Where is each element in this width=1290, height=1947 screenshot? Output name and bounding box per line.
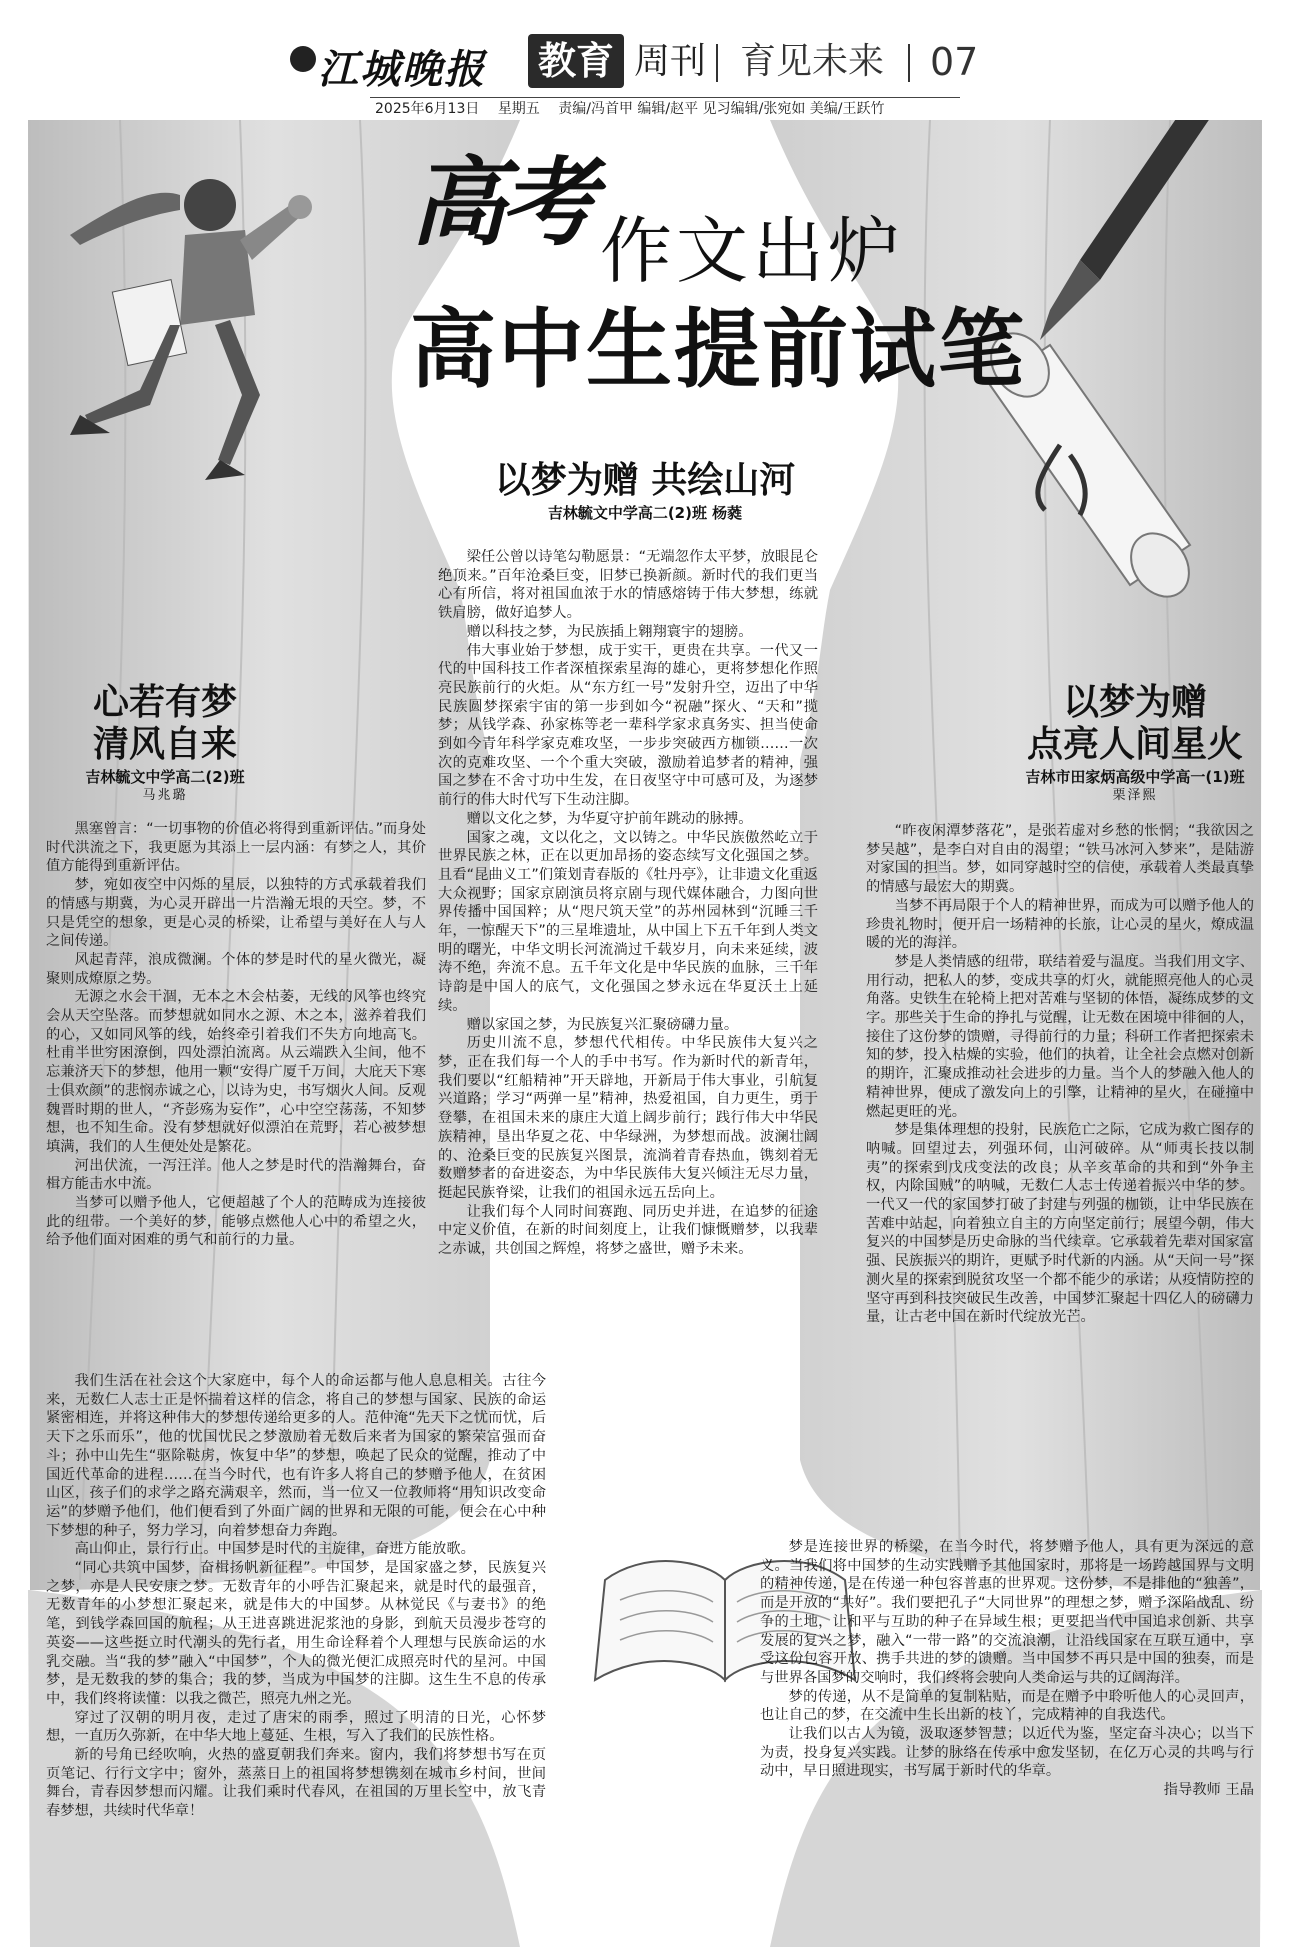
right-article-title-line2: 点亮人间星火 xyxy=(1026,724,1243,765)
right-article-title-line1: 以梦为赠 xyxy=(1062,682,1207,723)
newspaper-brand: 江城晚报 xyxy=(318,46,486,93)
paragraph: 河出伏流，一泻汪洋。他人之梦是时代的浩瀚舞台，奋楫方能击水中流。 xyxy=(46,1157,426,1193)
paragraph: 新的号角已经吹响，火热的盛夏朝我们奔来。窗内，我们将梦想书写在页页笔记、行行文字中；窗外，蒸蒸日上的祖国将梦想镌刻在城市乡村间，世间舞台，青春因梦想而闪耀。让我们乘时代春风，在祖国的万里长空中，放飞青春梦想，共续时代华章！ xyxy=(46,1747,546,1820)
left-article-title-line2: 清风自来 xyxy=(92,724,237,765)
teacher-credit: 指导教师 王晶 xyxy=(1163,1782,1254,1799)
left-article-body-lower xyxy=(46,1372,546,1821)
left-article-school: 吉林毓文中学高二(2)班 xyxy=(85,768,245,786)
paragraph: 当梦不再局限于个人的精神世界，而成为可以赠予他人的珍贵礼物时，便开启一场精神的长旅，让心灵的星火，燎成温暖的光的海洋。 xyxy=(866,897,1254,952)
paragraph: 让我们以古人为镜，汲取逐梦智慧；以近代为鉴，坚定奋斗决心；以当下为责，投身复兴实践。让梦的脉络在传承中愈发坚韧，在亿万心灵的共鸣与行动中，早日照进现实，书写属于新时代的华章。 xyxy=(760,1726,1254,1780)
header-rule xyxy=(370,97,960,98)
divider xyxy=(716,44,718,82)
center-article-byline: 吉林毓文中学高二(2)班 杨蕤 xyxy=(547,504,743,522)
paragraph: 高山仰止，景行行止。中国梦是时代的主旋律，奋进方能放歌。 xyxy=(74,1541,475,1558)
paragraph: 梦，宛如夜空中闪烁的星辰，以独特的方式承载着我们的情感与期冀，为心灵开辟出一片浩瀚无垠的天空。梦，不只是凭空的想象，更是心灵的桥梁，让希望与美好在人与人之间传递。 xyxy=(46,877,426,950)
paragraph: 历史川流不息，梦想代代相传。中华民族伟大复兴之梦，正在我们每一个人的手中书写。作为新时代的新青年，我们要以“红船精神”开天辟地，开新局于伟大事业，引航复兴道路；学习“两弹一星”精神，热爱祖国，自力更生，勇于登攀，在祖国未来的康庄大道上阔步前行；践行伟大中华民族精神，垦出华夏之花、中华绿洲，为梦想而战。波澜壮阔的、沧桑巨变的民族复兴图景，流淌着青春热血，镌刻着无数赠梦者的奋进姿态，为中华民族伟大复兴倾注无尽力量，挺起民族脊梁，让我们的祖国永远五岳向上。 xyxy=(438,1035,818,1201)
divider xyxy=(908,44,910,82)
paragraph: 赠以家国之梦，为民族复兴汇聚磅礴力量。 xyxy=(466,1016,739,1033)
left-article-body xyxy=(46,820,426,1250)
left-article-author: 马兆璐 xyxy=(142,788,188,803)
center-article-body xyxy=(438,548,818,1259)
paragraph: 黑塞曾言：“一切事物的价值必将得到重新评估。”而身处时代洪流之下，我更愿为其添上一层内涵：有梦之人，其价值方能得到重新评估。 xyxy=(46,821,426,875)
newspaper-logo-icon xyxy=(290,46,316,72)
paragraph: “同心共筑中国梦，奋楫扬帆新征程”。中国梦，是国家盛之梦，民族复兴之梦，亦是人民安康之梦。无数青年的小呼告汇聚起来，就是时代的最强音，无数青年的小梦想汇聚起来，就是伟大的中国梦。从林觉民《与妻书》的绝笔，到钱学森回国的航程；从王进喜跳进泥浆池的身影，到航天员漫步苍穹的英姿——这些挺立时代潮头的先行者，用生命诠释着个人理想与民族命运的水乳交融。当“我的梦”融入“中国梦”，个人的微光便汇成照亮时代的星河。中国梦，是无数我的梦的集合；我的梦，当成为中国梦的注脚。这生生不息的传承中，我们终将读懂：以我之微芒，照亮九州之光。 xyxy=(46,1560,546,1707)
paragraph: 无源之水会干涸，无本之木会枯萎，无线的风筝也终究会从天空坠落。而梦想就如同水之源、木之本，滋养着我们的心，又如同风筝的线，始终牵引着我们不失方向地高飞。杜甫半世穷困潦倒，四处漂泊流离。从云端跌入尘间，他不忘兼济天下的梦想，他用一颗“安得广厦千万间，大庇天下寒士俱欢颜”的悲悯赤诚之心，以诗为史，书写烟火人间。反观魏晋时期的世人，“齐彭殇为妄作”，心中空空荡荡，不知梦想，也不知生命。没有梦想就好似漂泊在荒野，若心被梦想填满，我们的人生便处处是繁花。 xyxy=(46,989,426,1155)
dateline xyxy=(375,100,898,118)
masthead xyxy=(0,0,1290,120)
editor-credits: 责编/冯首甲 编辑/赵平 见习编辑/张宛如 美编/王跃竹 xyxy=(558,101,885,117)
paragraph: 梦是集体理想的投射，民族危亡之际，它成为救亡图存的呐喊。回望过去，列强环伺，山河破碎。从“师夷长技以制夷”的探索到戊戌变法的改良；从辛亥革命的共和到“外争主权，内除国贼”的呐喊，无数仁人志士传递着振兴中华的梦。一代又一代的家国梦打破了封建与列强的枷锁，让中华民族在苦难中站起，向着独立自主的方向坚定前行；展望今朝，伟大复兴的中国梦是历史命脉的当代续章。它承载着先辈对国家富强、民族振兴的期许，更赋予时代新的内涵。从“天问一号”探测火星的探索到脱贫攻坚一个都不能少的承诺；从疫情防控的坚守再到科技突破民生改善，中国梦汇聚起十四亿人的磅礴力量，让古老中国在新时代绽放光芒。 xyxy=(866,1122,1254,1326)
paragraph: 国家之魂，文以化之，文以铸之。中华民族傲然屹立于世界民族之林，正在以更加昂扬的姿态续写文化强国之梦。且看“昆曲义工”们策划青春版的《牡丹亭》，让非遗文化重返大众视野；国家京剧演员将京剧与现代媒体融合，力图向世界传播中国国粹；从“咫尺筑天堂”的苏州园林到“沉睡三千年，一惊醒天下”的三星堆遗址，从中国上下五千年到人类文明的曙光，中华文明长河流淌过千载岁月，向未来延续，波涛不绝，奔流不息。五千年文化是中华民族的血脉，三千年诗韵是中国人的底气，文化强国之梦永远在华夏沃土上延续。 xyxy=(438,829,818,1014)
paragraph: 我们生活在社会这个大家庭中，每个人的命运都与他人息息相关。古往今来，无数仁人志士正是怀揣着这样的信念，将自己的梦想与国家、民族的命运紧密相连，并将这种伟大的梦想传递给更多的人。范仲淹“先天下之忧而忧，后天下之乐而乐”，他的忧国忧民之梦激励着无数后来者为国家的繁荣富强而奋斗；孙中山先生“驱除鞑虏，恢复中华”的梦想，唤起了民众的觉醒，推动了中国近代革命的进程……在当今时代，也有许多人将自己的梦赠予他人，在贫困山区，孩子们的求学之路充满艰辛，然而，当一位又一位教师将“用知识改变命运”的梦赠予他们，他们便看到了外面广阔的世界和无限的可能，便会在心中种下梦想的种子，努力学习，向着梦想奋力奔跑。 xyxy=(46,1373,546,1539)
right-article-school: 吉林市田家炳高级中学高一(1)班 xyxy=(1025,768,1245,786)
center-article-title: 以梦为赠 共绘山河 xyxy=(494,460,796,501)
section-name: 育见未来 xyxy=(740,41,885,82)
supplement-label: 周刊 xyxy=(634,41,707,82)
issue-date: 2025年6月13日 xyxy=(375,101,480,117)
right-article-author: 栗泽熙 xyxy=(1112,788,1158,803)
paragraph: 赠以文化之梦，为华夏守护前年跳动的脉搏。 xyxy=(466,810,753,827)
paragraph: 穿过了汉朝的明月夜，走过了唐宋的雨季，照过了明清的日光，心怀梦想，一直历久弥新，在中华大地上蔓延、生根，写入了我们的民族性格。 xyxy=(46,1709,546,1745)
headline-line1: 作文出炉 xyxy=(600,209,905,293)
page-number: 07 xyxy=(930,40,979,84)
left-article-title-line1: 心若有梦 xyxy=(92,682,237,723)
paragraph: 梦是连接世界的桥梁，在当今时代，将梦赠予他人，具有更为深远的意义。当我们将中国梦的生动实践赠予其他国家时，那将是一场跨越国界与文明的精神传递，是在传递一种包容普惠的世界观。这份梦，不是排他的“独善”，而是开放的“共好”。我们要把孔子“大同世界”的理想之梦，赠予深陷战乱、纷争的土地，让和平与互助的种子在异域生根；更要把当代中国追求创新、共享发展的复兴之梦，融入“一带一路”的交流浪潮，让沿线国家在互联互通中，享受这份包容开放、携手共进的梦的馈赠。当中国梦不再只是中国的独奏，而是与世界各国梦的交响时，我们终将会驶向人类命运与共的辽阔海洋。 xyxy=(760,1539,1254,1686)
paragraph: 风起青萍，浪成微澜。个体的梦是时代的星火微光，凝聚则成燎原之势。 xyxy=(46,951,426,987)
paragraph: 赠以科技之梦，为民族插上翱翔寰宇的翅膀。 xyxy=(466,623,753,640)
paragraph: 让我们每个人同时间赛跑、同历史并进，在追梦的征途中定义价值，在新的时间刻度上，让我们慷慨赠梦，以我辈之赤诚，共创国之辉煌，将梦之盛世，赠予未来。 xyxy=(438,1203,818,1258)
headline-line2: 高中生提前试笔 xyxy=(410,300,1026,400)
issue-weekday: 星期五 xyxy=(497,101,540,117)
headline-art-text: 高考 xyxy=(410,146,590,259)
right-article-body-lower xyxy=(760,1538,1254,1800)
paragraph: 梁任公曾以诗笔勾勒愿景：“无端忽作太平梦，放眼昆仑绝顶来。”百年沧桑巨变，旧梦已换新颜。新时代的我们更当心有所信，将对祖国血浓于水的情感熔铸于伟大梦想，练就铁肩膀，做好追梦人。 xyxy=(438,549,818,622)
paragraph: “昨夜闲潭梦落花”，是张若虚对乡愁的怅惘；“我欲因之梦吴越”，是李白对自由的渴望；“铁马冰河入梦来”，是陆游对家国的担当。梦，如同穿越时空的信使，承载着人类最真挚的情感与最宏大的期冀。 xyxy=(866,823,1254,896)
paragraph: 当梦可以赠予他人，它便超越了个人的范畴成为连接彼此的纽带。一个美好的梦，能够点燃他人心中的希望之火，给予他们面对困难的勇气和前行的力量。 xyxy=(46,1195,426,1249)
paragraph: 梦是人类情感的纽带，联结着爱与温度。当我们用文字、用行动，把私人的梦，变成共享的灯火，就能照亮他人的心灵角落。史铁生在轮椅上把对苦难与坚韧的体悟，凝练成梦的文字。那些关于生命的挣扎与觉醒，让无数在困境中徘徊的人，接住了这份梦的馈赠，寻得前行的力量；科研工作者把探索未知的梦，投入枯燥的实验，他们的执着，让全社会点燃对创新的期许，汇聚成推动社会进步的力量。当个人的梦融入他人的精神世界，便成了激发向上的引擎，让精神的星火，在碰撞中燃起更旺的光。 xyxy=(866,953,1254,1120)
edu-badge: 教育 xyxy=(528,34,624,88)
paragraph: 梦的传递，从不是简单的复制粘贴，而是在赠予中聆听他人的心灵回声，也让自己的梦，在交流中生长出新的枝丫，完成精神的自我迭代。 xyxy=(760,1688,1254,1724)
paragraph: 伟大事业始于梦想，成于实干，更贵在共享。一代又一代的中国科技工作者深植探索星海的雄心，更将梦想化作照亮民族前行的火炬。从“东方红一号”发射升空，迈出了中华民族圆梦探索宇宙的第一步到如今“祝融”探火、“天和”揽梦；从钱学森、孙家栋等老一辈科学家求真务实、担当使命到如今青年科学家克难攻坚，一步步突破西方枷锁……一次次的克难攻坚、一个个重大突破，激励着追梦者的精神，强国之梦在不舍寸功中生发，在日夜坚守中可感可及，为逐梦前行的伟大时代写下生动注脚。 xyxy=(438,642,818,809)
right-article-body xyxy=(866,822,1254,1327)
